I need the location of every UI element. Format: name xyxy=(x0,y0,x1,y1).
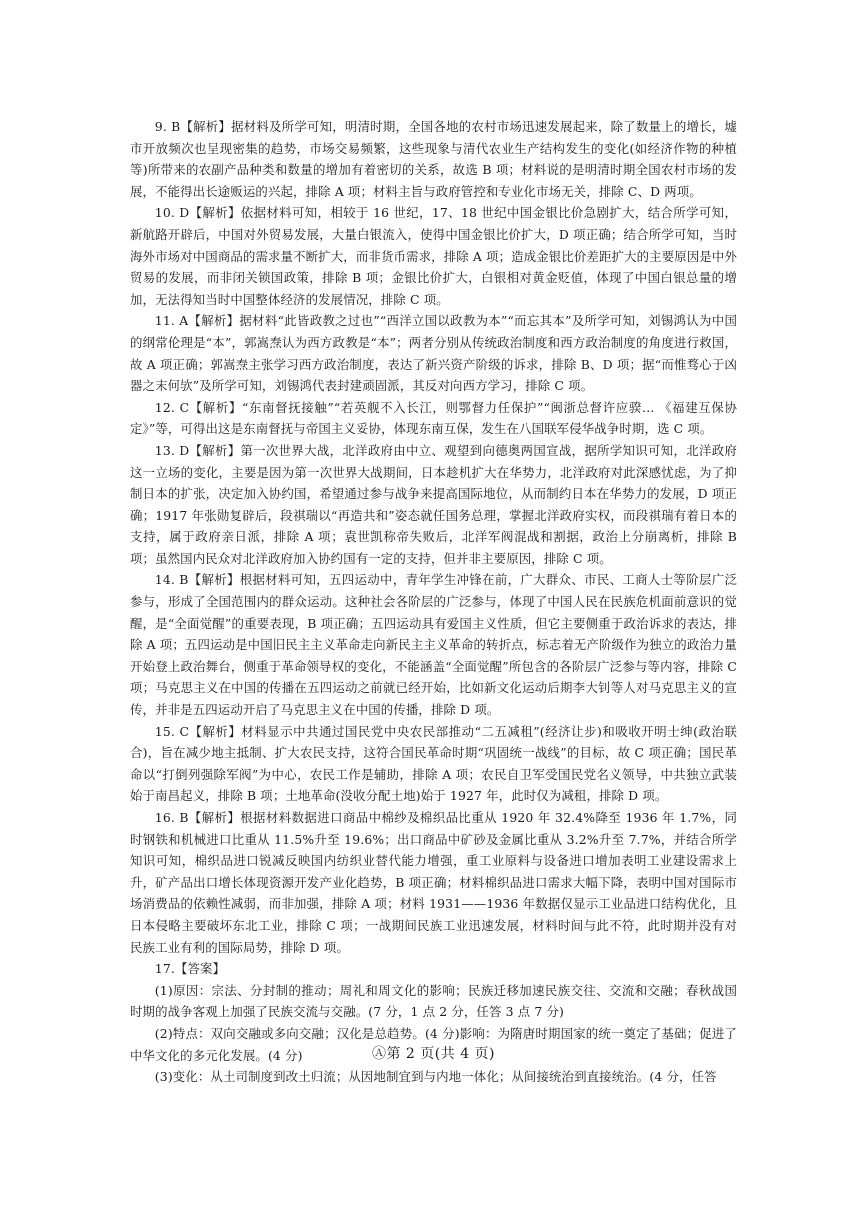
answer-q17-heading: 17.【答案】 xyxy=(154,961,226,977)
answer-q10: 10. D【解析】依据材料可知，相较于 16 世纪，17、18 世纪中国金银比价急剧扩大，结合所学可知，新航路开辟后，中国对外贸易发展，大量白银流入，使得中国金银比价扩大，D 项正确；结合所学可知，当时海外市场对中国商品的需求量不断扩大，而非货币需求，排除 A 项；造成金银比价差距扩大的主要原因是中外贸易的发展，而非闭关锁国政策，排除 B 项；金银比价扩大，白银相对黄金贬值，体现了中国白银总量的增加，无法得知当时中国整体经济的发展情况，排除 C 项。 xyxy=(130,205,737,307)
answer-q16: 16. B【解析】根据材料数据进口商品中棉纱及棉织品比重从 1920 年 32.4%降至 1936 年 1.7%，同时钢铁和机械进口比重从 11.5%升至 19.6%；出口商品中矿砂及金属比重从 3.2%升至 7.7%，并结合所学知识可知，棉织品进口锐减反映国内纺织业替代能力增强，重工业原料与设备进口增加表明工业建设需求上升，矿产品出口增长体现资源开发产业化趋势，B 项正确；材料棉织品进口需求大幅下降，表明中国对国际市场消费品的依赖性减弱，而非加强，排除 A 项；材料 1931——1936 年数据仅显示工业品进口结构优化，且日本侵略主要破坏东北工业，排除 C 项；一战期间民族工业迅速发展，材料时间与此不符，此时期并没有对民族工业有利的国际局势，排除 D 项。 xyxy=(130,810,737,955)
answer-q17-part2: (2)特点：双向交融或多向交融；汉化是总趋势。(4 分)影响：为隋唐时期国家的统一奠定了基础；促进了中华文化的多元化发展。(4 分) xyxy=(130,1025,737,1063)
answer-q11: 11. A【解析】据材料“此皆政教之过也”“西洋立国以政教为本”“而忘其本”及所学可知，刘锡鸿认为中国的纲常伦理是“本”，郭嵩焘认为西方政教是“本”；两者分别从传统政治制度和西方政治制度的角度进行救国，故 A 项正确；郭嵩焘主张学习西方政治制度，表达了新兴资产阶级的诉求，排除 B、D 项；据“而惟骛心于凶器之末何欤”及所学可知，刘锡鸿代表封建顽固派，其反对向西方学习，排除 C 项。 xyxy=(130,313,737,394)
answer-q12: 12. C【解析】“东南督抚接触”“若英舰不入长江，则鄂督力任保护”“闽浙总督许应骙… 《福建互保协定》”等，可得出这是东南督抚与帝国主义妥协，体现东南互保，发生在八国联军侵华战争时期，选 C 项。 xyxy=(130,399,737,437)
answer-q9: 9. B【解析】据材料及所学可知，明清时期，全国各地的农村市场迅速发展起来，除了数量上的增长，墟市开放频次也呈现密集的趋势，市场交易频繁，这些现象与清代农业生产结构发生的变化(如经济作物的种植等)所带来的农副产品种类和数量的增加有着密切的关系，故选 B 项；材料说的是明清时期全国农村市场的发展，不能得出长途贩运的兴起，排除 A 项；材料主旨与政府管控和专业化市场无关，排除 C、D 两项。 xyxy=(130,119,737,199)
answer-q17-part1: (1)原因：宗法、分封制的推动；周礼和周文化的影响；民族迁移加速民族交往、交流和交融；春秋战国时期的战争客观上加强了民族交流与交融。(7 分，1 点 2 分，任答 3 点 7 分) xyxy=(130,982,737,1020)
answer-q14: 14. B【解析】根据材料可知，五四运动中，青年学生冲锋在前，广大群众、市民、工商人士等阶层广泛参与，形成了全国范围内的群众运动。这种社会各阶层的广泛参与，体现了中国人民在民族危机面前意识的觉醒，是“全面觉醒”的重要表现，B 项正确；五四运动具有爱国主义性质，但它主要侧重于政治诉求的表达，排除 A 项；五四运动是中国旧民主主义革命走向新民主主义革命的转折点，标志着无产阶级作为独立的政治力量开始登上政治舞台，侧重于革命领导权的变化，不能涵盖“全面觉醒”所包含的各阶层广泛参与等内容，排除 C 项；马克思主义在中国的传播在五四运动之前就已经开始，比如新文化运动后期李大钊等人对马克思主义的宣传，并非是五四运动开启了马克思主义在中国的传播，排除 D 项。 xyxy=(130,572,737,718)
answer-q13: 13. D【解析】第一次世界大战，北洋政府由中立、观望到向德奥两国宣战，据所学知识可知，北洋政府这一立场的变化，主要是因为第一次世界大战期间，日本趁机扩大在华势力，北洋政府对此深感忧虑，为了抑制日本的扩张，决定加入协约国，希望通过参与战争来提高国际地位，从而制约日本在华势力的发展，D 项正确；1917 年张勋复辟后，段祺瑞以“再造共和”姿态就任国务总理，掌握北洋政府实权，而段祺瑞有着日本的支持，属于政府亲日派，排除 A 项；袁世凯称帝失败后，北洋军阀混战和割据，政治上分崩离析，排除 B 项；虽然国内民众对北洋政府加入协约国有一定的支持，但并非主要原因，排除 C 项。 xyxy=(130,442,737,566)
answer-q15: 15. C【解析】材料显示中共通过国民党中央农民部推动“二五减租”(经济让步)和吸收开明士绅(政治联合)，旨在减少地主抵制、扩大农民支持，这符合国民革命时期“巩固统一战线”的目标，故 C 项正确；国民革命以“打倒列强除军阀”为中心，农民工作是辅助，排除 A 项；农民自卫军受国民党名义领导，中共独立武装始于南昌起义，排除 B 项；土地革命(没收分配土地)始于 1927 年，此时仅为减租，排除 D 项。 xyxy=(130,723,737,804)
answer-q17-part3: (3)变化：从土司制度到改土归流；从因地制宜到与内地一体化；从间接统治到直接统治。(4 分，任答 xyxy=(154,1069,717,1085)
page-number-footer: Ⓐ第 2 页(共 4 页) xyxy=(371,1046,496,1062)
